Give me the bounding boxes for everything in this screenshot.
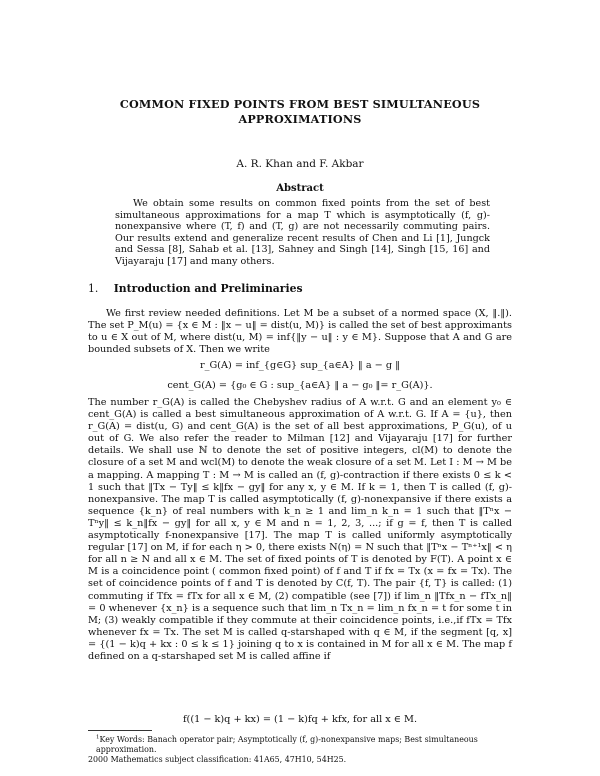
authors: A. R. Khan and F. Akbar [236,158,364,170]
title-line-2: APPROXIMATIONS [238,112,362,126]
equation-chebyshev-radius: r_G(A) = inf_{g∈G} sup_{a∈A} ‖ a − g ‖ [199,360,401,371]
equation-affine: f((1 − k)q + kx) = (1 − k)fq + kfx, for all x ∈ M. [182,714,418,725]
paper-title [60,97,540,127]
footnote-keywords: Key Words: Banach operator pair; Asymptotically (f, g)-nonexpansive maps; Best simultaneous approximation. [96,735,478,754]
paragraph-1: We first review needed definitions. Let M be a subset of a normed space (X, ‖.‖). The set P_M(u) = {x ∈ M : ‖x − u‖ = dist(u, M)} is called the set of best approximants to u ∈ X out of M, where dist(u, M) = inf{‖y − u‖ : y ∈ M}. Suppose that A and G are bounded subsets of X. Then we write [88,308,512,356]
footnote-line-2: 2000 Mathematics subject classification: 41A65, 47H10, 54H25. [88,755,347,764]
section-heading [88,282,303,295]
footnote-marker: 1 [96,734,100,741]
section-number: 1. [88,282,99,295]
abstract-text: We obtain some results on common fixed points from the set of best simultaneous approximations for a map T which is asymptotically (f, g)-nonexpansive where (T, f) and (T, g) are not necessarily commuting pairs. Our results extend and generalize recent results of Chen and Li [1], Jungck and Sessa [8], Sahab et al. [13], Sahney and Singh [14], Singh [15, 16] and Vijayaraju [17] and many others. [115,198,490,267]
equation-cent: cent_G(A) = {g₀ ∈ G : sup_{a∈A} ‖ a − g₀ ‖= r_G(A)}. [167,380,433,391]
footnote [88,735,516,765]
title-line-1: COMMON FIXED POINTS FROM BEST SIMULTANEOUS [119,97,481,111]
paragraph-2: The number r_G(A) is called the Chebyshev radius of A w.r.t. G and an element y₀ ∈ cent_G(A) is called a best simultaneous approximation of A w.r.t. G. If A = {u}, then r_G(A) = dist(u, G) and cent_G(A) is the set of all best approximations, P_G(u), of u out of G. We also refer the reader to Milman [12] and Vijayaraju [17] for further details. We shall use ℕ to denote the set of positive integers, cl(M) to denote the closure of a set M and wcl(M) to denote the weak closure of a set M. Let I : M → M be a mapping. A mapping T : M → M is called an (f, g)-contraction if there exists 0 ≤ k < 1 such that ‖Tx − Ty‖ ≤ k‖fx − gy‖ for any x, y ∈ M. If k = 1, then T is called (f, g)-nonexpansive. The map T is called asymptotically (f, g)-nonexpansive if there exists a sequence {k_n} of real numbers with k_n ≥ 1 and lim_n k_n = 1 such that ‖Tⁿx − Tⁿy‖ ≤ k_n‖fx − gy‖ for all x, y ∈ M and n = 1, 2, 3, ...; if g = f, then T is called asymptotically f-nonexpansive [17]. The map T is called uniformly asymptotically regular [17] on M, if for each η > 0, there exists N(η) = N such that ‖Tⁿx − Tⁿ⁺¹x‖ < η for all n ≥ N and all x ∈ M. The set of fixed points of T is denoted by F(T). A point x ∈ M is a coincidence point ( common fixed point) of f and T if fx = Tx (x = fx = Tx). The set of coincidence points of f and T is denoted by C(f, T). The pair {f, T} is called: (1) commuting if Tfx = fTx for all x ∈ M, (2) compatible (see [7]) if lim_n ‖Tfx_n − fTx_n‖ = 0 whenever {x_n} is a sequence such that lim_n Tx_n = lim_n fx_n = t for some t in M; (3) weakly compatible if they commute at their coincidence points, i.e.,if fTx = Tfx whenever fx = Tx. The set M is called q-starshaped with q ∈ M, if the segment [q, x] = {(1 − k)q + kx : 0 ≤ k ≤ 1} joining q to x is contained in M for all x ∈ M. The map f defined on a q-starshaped set M is called affine if [88,397,512,662]
section-title: Introduction and Preliminaries [113,282,303,295]
abstract-heading: Abstract [276,183,324,194]
footnote-line-1 [88,735,516,755]
footnote-rule [88,730,152,731]
